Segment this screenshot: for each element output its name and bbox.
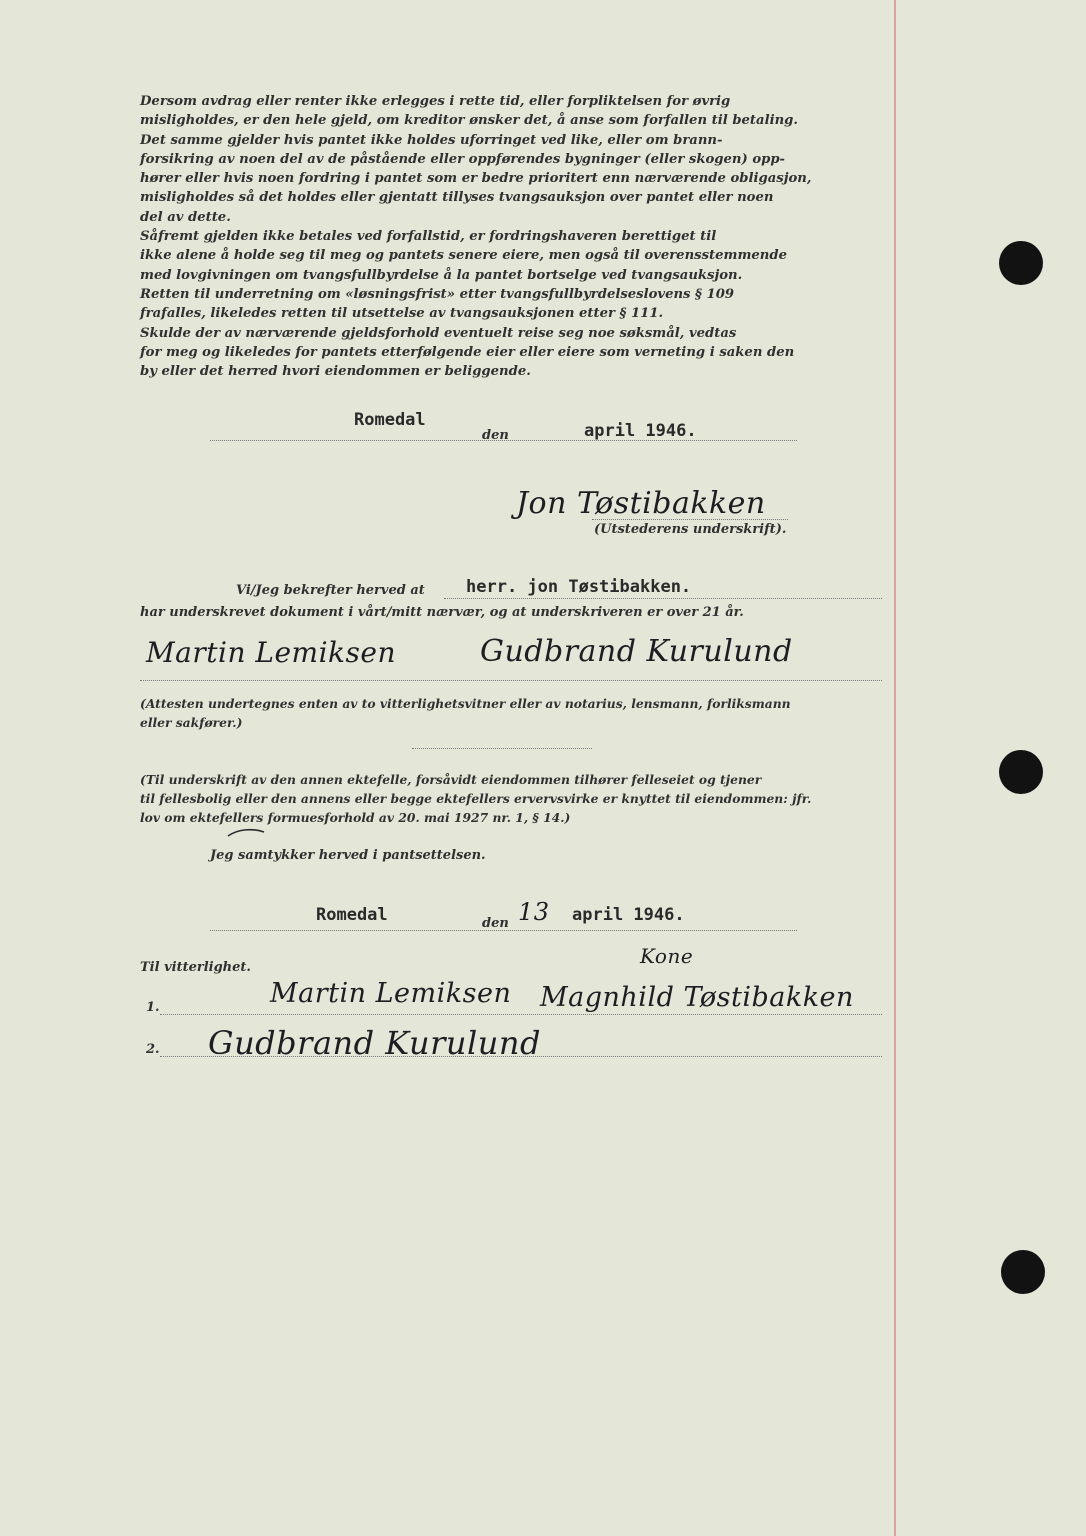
second-date-den: den [482, 916, 509, 931]
second-date-day: 13 [518, 898, 550, 926]
attest-note: (Attesten undertegnes enten av to vitterlighetsvitner eller av notarius, lensmann, forliksmann eller sakfører.) [140, 696, 791, 730]
consent-text: Jeg samtykker herved i pantsettelsen. [210, 848, 486, 863]
punch-hole [1001, 1250, 1045, 1294]
first-date-date: april 1946. [584, 421, 697, 441]
witness-number-1: 1. [146, 1000, 160, 1015]
first-date-place: Romedal [354, 410, 426, 430]
pen-stroke-mark [226, 826, 266, 840]
signature-dotted-line [592, 519, 788, 520]
person-dotted-line [444, 598, 882, 599]
spouse-note: (Til underskrift av den annen ektefelle, forsåvidt eiendommen tilhører felleseiet og tjener til fellesbolig eller den annens eller begge ektefellers ervervsvirke er knyttet til eiendommen: jfr. lov om ektefellers formuesforhold av 20. mai 1927 nr. 1, § 14.) [140, 772, 812, 825]
witness-dotted-line [140, 680, 882, 681]
issuer-signature-caption: (Utstederens underskrift). [594, 522, 787, 537]
first-date-den: den [482, 428, 509, 443]
witness-line-1 [160, 1014, 882, 1015]
line1-signature-a: Martin Lemiksen [270, 978, 512, 1009]
second-date-dotted-line [210, 930, 797, 931]
witness-signature-1: Martin Lemiksen [146, 636, 396, 669]
confirmed-person: herr. jon Tøstibakken. [466, 577, 692, 597]
above-signature-note: Kone [640, 944, 694, 968]
witness-label: Til vitterlighet. [140, 960, 251, 975]
witness-number-2: 2. [146, 1042, 160, 1057]
punch-hole [999, 750, 1043, 794]
issuer-signature: Jon Tøstibakken [516, 486, 766, 521]
second-date-date: april 1946. [572, 905, 685, 925]
date-dotted-line [210, 440, 797, 441]
confirmation-line-2: har underskrevet dokument i vårt/mitt nærvær, og at underskriveren er over 21 år. [140, 605, 744, 620]
line2-signature: Gudbrand Kurulund [208, 1024, 541, 1062]
short-dotted-line [412, 748, 592, 749]
punch-hole [999, 241, 1043, 285]
terms-paragraphs: Dersom avdrag eller renter ikke erlegges i rette tid, eller forpliktelsen for øvrig misligholdes, er den hele gjeld, om kreditor ønsker det, å anse som forfallen til betaling. Det samme gjelder hvis pantet ikke holdes uforringet ved like, eller om brann- forsikring av noen del av de påstående eller oppførendes bygninger (eller skogen) opp- hører eller hvis noen fordring i pantet som er bedre prioritert enn nærværende obligasjon, misligholdes så det holdes eller gjentatt tillyses tvangsauksjon over pantet eller noen del av dette. Såfremt gjelden ikke betales ved forfallstid, er fordringshaveren berettiget til ikke alene å holde seg til meg og pantets senere eiere, men også til overensstemmende med lovgivningen om tvangsfullbyrdelse å la pantet bortselge ved tvangsauksjon. Retten til underretning om «løsningsfrist» etter tvangsfullbyrdelseslovens § 109 frafalles, likeledes retten til utsettelse av tvangsauksjonen etter § 111. Skulde der av nærværende gjeldsforhold eventuelt reise seg noe søksmål, vedtas for meg og likeledes for pantets etterfølgende eier eller eiere som verneting i saken den by eller det herred hvori eiendommen er beliggende. [140, 94, 812, 380]
confirmation-lead: Vi/Jeg bekrefter herved at [236, 583, 425, 598]
witness-signature-2: Gudbrand Kurulund [480, 634, 793, 669]
second-date-place: Romedal [316, 905, 388, 925]
witness-line-2 [160, 1056, 882, 1057]
red-margin-line [894, 0, 896, 1536]
line1-signature-b: Magnhild Tøstibakken [540, 982, 854, 1013]
